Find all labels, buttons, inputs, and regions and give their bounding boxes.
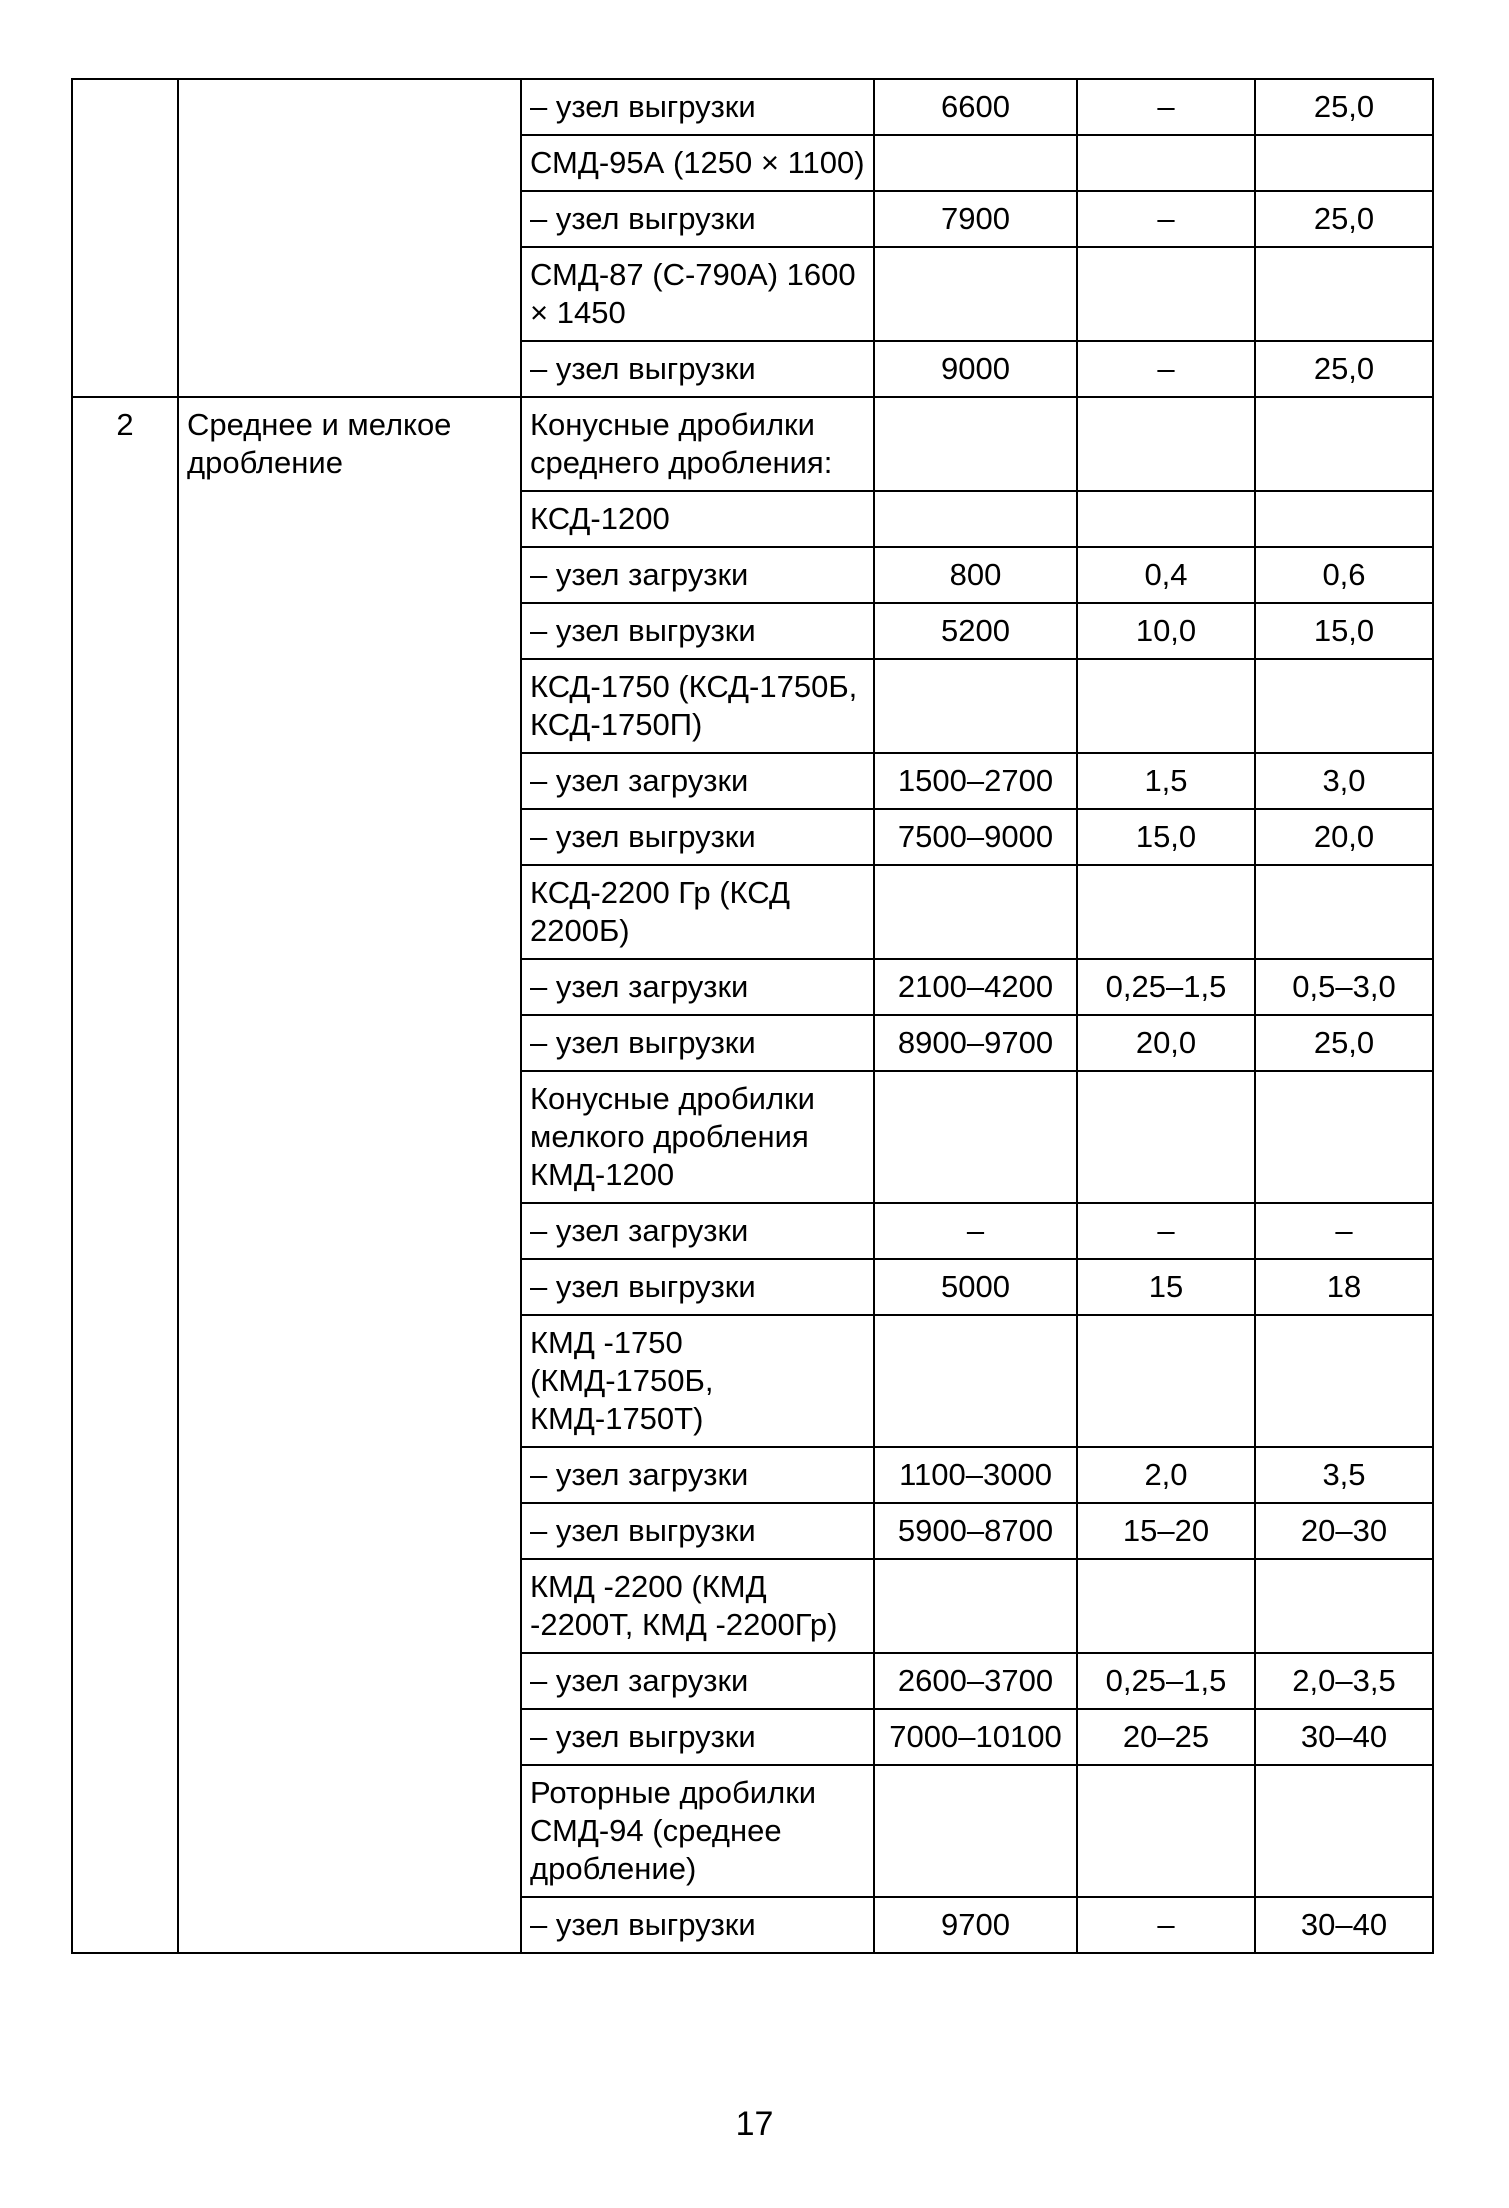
value-cell-3: –	[1255, 1203, 1433, 1259]
equipment-cell: КСД-1200	[521, 491, 874, 547]
value-cell-1: 7500–9000	[874, 809, 1077, 865]
value-cell-2	[1077, 1071, 1255, 1203]
value-cell-3	[1255, 1559, 1433, 1653]
value-cell-1	[874, 397, 1077, 491]
value-cell-3: 2,0–3,5	[1255, 1653, 1433, 1709]
value-cell-2: 15,0	[1077, 809, 1255, 865]
value-cell-1	[874, 1765, 1077, 1897]
data-table	[71, 78, 1434, 1954]
table-body	[72, 79, 1433, 1953]
equipment-cell: – узел загрузки	[521, 1203, 874, 1259]
value-cell-2: –	[1077, 1203, 1255, 1259]
value-cell-3	[1255, 1765, 1433, 1897]
equipment-cell: – узел загрузки	[521, 959, 874, 1015]
value-cell-3	[1255, 135, 1433, 191]
value-cell-1	[874, 1315, 1077, 1447]
value-cell-3	[1255, 659, 1433, 753]
value-cell-1: 5000	[874, 1259, 1077, 1315]
value-cell-3: 25,0	[1255, 341, 1433, 397]
value-cell-3	[1255, 247, 1433, 341]
equipment-cell: – узел выгрузки	[521, 1709, 874, 1765]
row-number-cell	[72, 79, 178, 397]
value-cell-3: 20,0	[1255, 809, 1433, 865]
value-cell-2: 20–25	[1077, 1709, 1255, 1765]
value-cell-3: 3,5	[1255, 1447, 1433, 1503]
value-cell-2: –	[1077, 341, 1255, 397]
value-cell-2	[1077, 865, 1255, 959]
value-cell-1: 9700	[874, 1897, 1077, 1953]
value-cell-3: 18	[1255, 1259, 1433, 1315]
value-cell-1: 8900–9700	[874, 1015, 1077, 1071]
equipment-cell: Конусные дробилки среднего дробления:	[521, 397, 874, 491]
equipment-cell: – узел выгрузки	[521, 79, 874, 135]
equipment-cell: КМД -1750 (КМД-1750Б, КМД-1750Т)	[521, 1315, 874, 1447]
value-cell-3: 25,0	[1255, 191, 1433, 247]
category-cell: Среднее и мелкое дробление	[178, 397, 521, 1953]
value-cell-1: 2600–3700	[874, 1653, 1077, 1709]
equipment-cell: – узел выгрузки	[521, 1015, 874, 1071]
value-cell-1	[874, 1071, 1077, 1203]
category-cell	[178, 79, 521, 397]
equipment-cell: – узел загрузки	[521, 547, 874, 603]
value-cell-2: 2,0	[1077, 1447, 1255, 1503]
value-cell-2	[1077, 1315, 1255, 1447]
value-cell-1	[874, 1559, 1077, 1653]
value-cell-1: 1500–2700	[874, 753, 1077, 809]
value-cell-2: –	[1077, 191, 1255, 247]
equipment-cell: – узел выгрузки	[521, 191, 874, 247]
value-cell-3: 25,0	[1255, 79, 1433, 135]
page-number: 17	[735, 2105, 774, 2143]
value-cell-1	[874, 659, 1077, 753]
value-cell-2: 15–20	[1077, 1503, 1255, 1559]
table-row	[72, 79, 1433, 135]
value-cell-2: 0,25–1,5	[1077, 959, 1255, 1015]
value-cell-1: 7000–10100	[874, 1709, 1077, 1765]
value-cell-2	[1077, 1559, 1255, 1653]
value-cell-3	[1255, 1071, 1433, 1203]
value-cell-2: –	[1077, 79, 1255, 135]
value-cell-1: 2100–4200	[874, 959, 1077, 1015]
value-cell-3: 25,0	[1255, 1015, 1433, 1071]
value-cell-3	[1255, 397, 1433, 491]
value-cell-2: 0,4	[1077, 547, 1255, 603]
value-cell-2: –	[1077, 1897, 1255, 1953]
equipment-cell: Конусные дробилки мелкого дробления КМД-1200	[521, 1071, 874, 1203]
value-cell-1	[874, 491, 1077, 547]
value-cell-2	[1077, 659, 1255, 753]
equipment-cell: – узел загрузки	[521, 1447, 874, 1503]
row-number-cell: 2	[72, 397, 178, 1953]
equipment-cell: КСД-2200 Гр (КСД 2200Б)	[521, 865, 874, 959]
value-cell-3: 3,0	[1255, 753, 1433, 809]
value-cell-1: –	[874, 1203, 1077, 1259]
value-cell-1: 800	[874, 547, 1077, 603]
value-cell-2	[1077, 1765, 1255, 1897]
value-cell-2: 1,5	[1077, 753, 1255, 809]
value-cell-2: 10,0	[1077, 603, 1255, 659]
value-cell-3	[1255, 1315, 1433, 1447]
value-cell-3: 0,5–3,0	[1255, 959, 1433, 1015]
value-cell-3: 30–40	[1255, 1709, 1433, 1765]
value-cell-2	[1077, 247, 1255, 341]
value-cell-1: 5200	[874, 603, 1077, 659]
value-cell-1: 6600	[874, 79, 1077, 135]
value-cell-2: 0,25–1,5	[1077, 1653, 1255, 1709]
equipment-cell: – узел загрузки	[521, 753, 874, 809]
value-cell-1	[874, 865, 1077, 959]
equipment-cell: – узел выгрузки	[521, 341, 874, 397]
equipment-cell: КМД -2200 (КМД -2200Т, КМД -2200Гр)	[521, 1559, 874, 1653]
equipment-cell: СМД-95А (1250 × 1100)	[521, 135, 874, 191]
value-cell-1: 7900	[874, 191, 1077, 247]
value-cell-2	[1077, 135, 1255, 191]
value-cell-2: 15	[1077, 1259, 1255, 1315]
value-cell-2	[1077, 491, 1255, 547]
value-cell-1	[874, 135, 1077, 191]
equipment-cell: – узел выгрузки	[521, 809, 874, 865]
value-cell-2: 20,0	[1077, 1015, 1255, 1071]
value-cell-1	[874, 247, 1077, 341]
value-cell-2	[1077, 397, 1255, 491]
equipment-cell: – узел выгрузки	[521, 1259, 874, 1315]
value-cell-1: 5900–8700	[874, 1503, 1077, 1559]
value-cell-3	[1255, 865, 1433, 959]
value-cell-3: 30–40	[1255, 1897, 1433, 1953]
equipment-cell: СМД-87 (С-790А) 1600 × 1450	[521, 247, 874, 341]
value-cell-1: 1100–3000	[874, 1447, 1077, 1503]
equipment-cell: – узел выгрузки	[521, 603, 874, 659]
value-cell-1: 9000	[874, 341, 1077, 397]
equipment-cell: – узел загрузки	[521, 1653, 874, 1709]
equipment-cell: КСД-1750 (КСД-1750Б, КСД-1750П)	[521, 659, 874, 753]
equipment-cell: – узел выгрузки	[521, 1503, 874, 1559]
value-cell-3	[1255, 491, 1433, 547]
equipment-cell: – узел выгрузки	[521, 1897, 874, 1953]
value-cell-3: 20–30	[1255, 1503, 1433, 1559]
table-row	[72, 397, 1433, 491]
value-cell-3: 0,6	[1255, 547, 1433, 603]
value-cell-3: 15,0	[1255, 603, 1433, 659]
equipment-cell: Роторные дробилки СМД-94 (среднее дробление)	[521, 1765, 874, 1897]
